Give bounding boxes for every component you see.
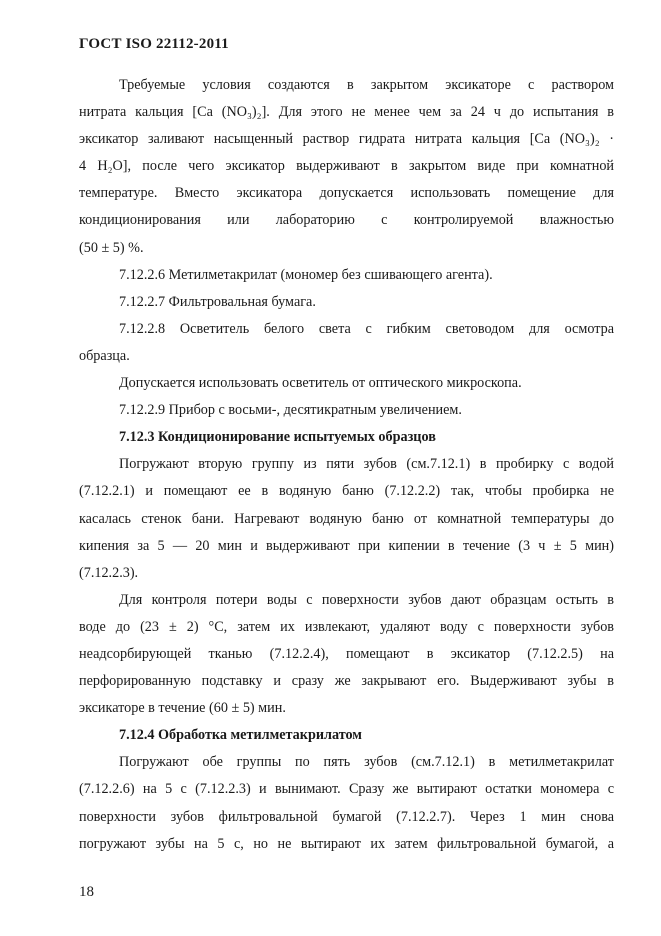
text-line: Погружают обе группы по пять зубов (см.7.12.1) в метилметакрилат	[119, 754, 614, 771]
document-header: ГОСТ ISO 22112-2011	[79, 36, 229, 52]
text-line: нитрата кальция [Ca (NO₃)₂]. Для этого не менее чем за 24 ч до испытания в	[79, 104, 614, 121]
text-line: 7.12.2.9 Прибор с восьми-, десятикратным увеличением.	[119, 402, 462, 419]
text-line: Для контроля потери воды с поверхности зубов дают образцам остыть в	[119, 591, 614, 608]
text-line: поверхности зубов фильтровальной бумагой (7.12.2.7). Через 1 мин снова	[79, 808, 614, 825]
text-line: (7.12.2.6) на 5 с (7.12.2.3) и вынимают. Сразу же вытирают остатки мономера с	[79, 781, 614, 798]
text-line: Погружают вторую группу из пяти зубов (см.7.12.1) в пробирку с водой	[119, 456, 614, 473]
section-heading-7-12-4	[79, 722, 614, 749]
text-line: 7.12.2.7 Фильтровальная бумага.	[119, 293, 316, 310]
section-heading-7-12-3	[79, 424, 614, 451]
text-line: 7.12.2.8 Осветитель белого света с гибким световодом для осмотра	[119, 320, 614, 337]
document-body	[79, 72, 614, 858]
paragraph-conditioning	[79, 451, 614, 586]
text-line: воде до (23 ± 2) °C, затем их извлекают, удаляют воду с поверхности зубов	[79, 618, 614, 635]
text-line: (7.12.2.3).	[79, 564, 139, 581]
text-line: Требуемые условия создаются в закрытом эксикаторе с раствором	[119, 77, 614, 93]
text-line: погружают зубы на 5 с, но не вытирают их затем фильтровальной бумагой, а	[79, 835, 614, 852]
text-line: неадсорбирующей тканью (7.12.2.4), помещают в эксикатор (7.12.2.5) на	[79, 645, 614, 662]
text-line: температуре. Вместо эксикатора допускается использовать помещение для	[79, 185, 614, 202]
text-line: Допускается использовать осветитель от оптического микроскопа.	[119, 375, 522, 392]
text-line: (50 ± 5) %.	[79, 239, 144, 256]
page-number: 18	[79, 884, 94, 900]
paragraph-methacrylate-treatment	[79, 749, 614, 857]
text-line: (7.12.2.1) и помещают ее в водяную баню (7.12.2.2) так, чтобы пробирка не	[79, 483, 614, 500]
paragraph-7-12-2-6	[79, 262, 614, 289]
text-line: перфорированную подставку и сразу же закрывают его. Выдерживают зубы в	[79, 673, 614, 690]
paragraph-microscope-illuminator	[79, 370, 614, 397]
paragraph-conditions	[79, 72, 614, 262]
text-line: 4 H₂O], после чего эксикатор выдерживают в закрытом виде при комнатной	[79, 158, 614, 175]
text-line: эксикатор заливают насыщенный раствор гидрата нитрата кальция [Ca (NO₃)₂ ·	[79, 131, 614, 148]
heading-text: 7.12.4 Обработка метилметакрилатом	[119, 727, 362, 744]
paragraph-7-12-2-9	[79, 397, 614, 424]
paragraph-water-loss-control	[79, 587, 614, 722]
text-line: эксикаторе в течение (60 ± 5) мин.	[79, 700, 286, 717]
text-line: образца.	[79, 347, 130, 364]
text-line: кондиционирования или лабораторию с контролируемой влажностью	[79, 212, 614, 229]
text-line: касалась стенок бани. Нагревают водяную баню от комнатной температуры до	[79, 510, 614, 527]
paragraph-7-12-2-7	[79, 289, 614, 316]
text-line: 7.12.2.6 Метилметакрилат (мономер без сшивающего агента).	[119, 266, 493, 283]
paragraph-7-12-2-8	[79, 316, 614, 370]
heading-text: 7.12.3 Кондиционирование испытуемых образцов	[119, 429, 436, 446]
text-line: кипения за 5 — 20 мин и выдерживают при кипении в течение (3 ч ± 5 мин)	[79, 537, 614, 554]
